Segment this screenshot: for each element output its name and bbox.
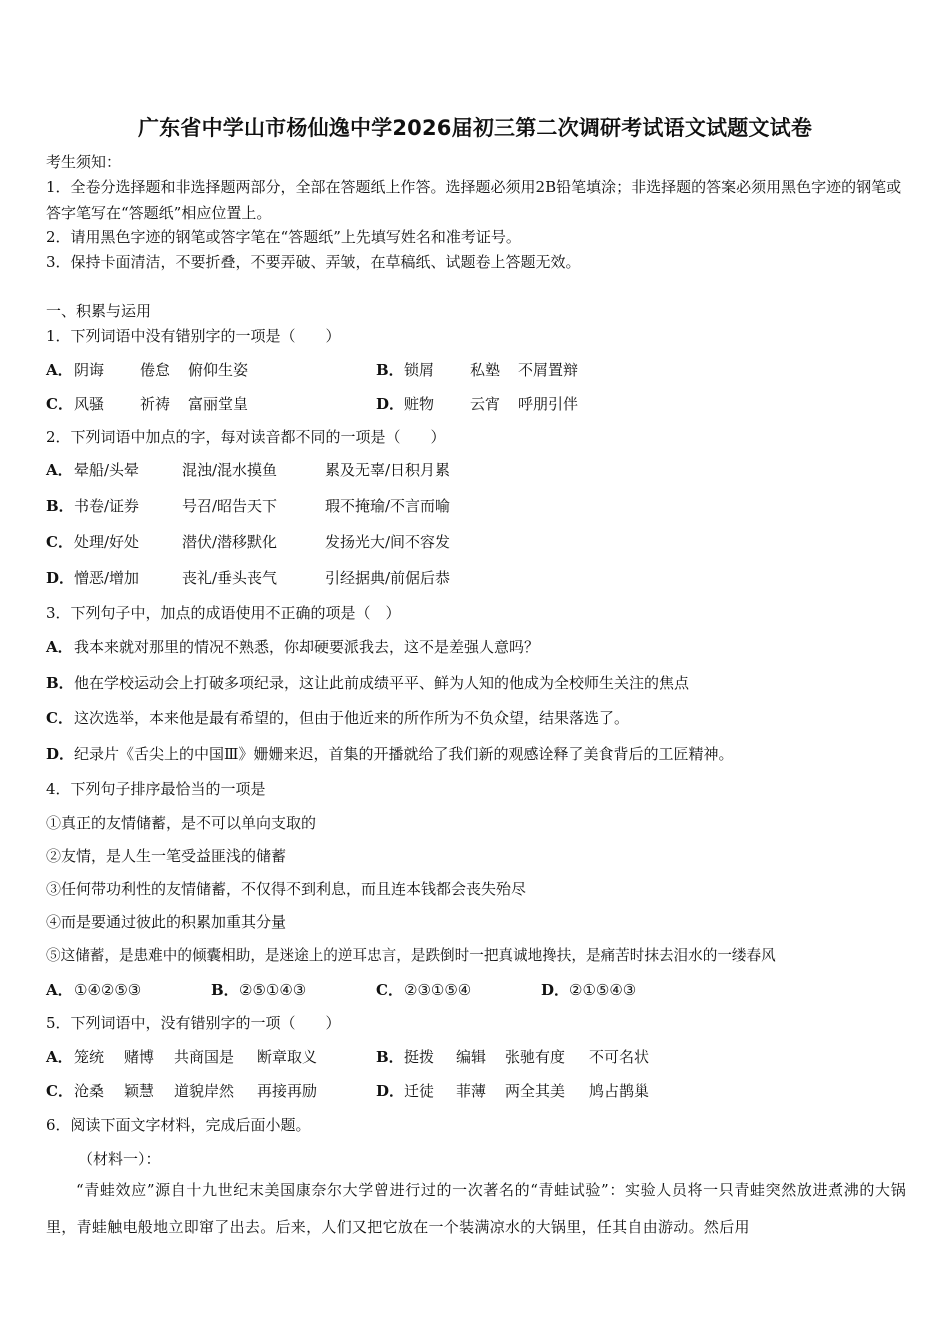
q3-option-b-label: B．	[46, 674, 74, 692]
q5-c-word-2: 颖慧	[124, 1082, 155, 1100]
q1-b-word-1: 锁屑	[404, 361, 435, 379]
q1-option-d[interactable]	[376, 394, 578, 414]
q1-d-word-1: 赃物	[404, 395, 435, 413]
q3-option-a[interactable]	[46, 637, 539, 657]
q3-option-a-text: 我本来就对那里的情况不熟悉，你却硬要派我去，这不是差强人意吗？	[74, 638, 540, 656]
q2-d-word-2: 丧礼/垂头丧气	[182, 569, 278, 587]
q2-b-word-3: 瑕不掩瑜/不言而喻	[325, 497, 451, 515]
q6-material-paragraph: “青蛙效应”源自十九世纪末美国康奈尔大学曾进行过的一次著名的“青蛙试验”：实验人员将一只青蛙突然放进煮沸的大锅里，青蛙触电般地立即窜了出去。后来，人们又把它放在一个装满凉水的大锅里，任其自由游动。然后用	[46, 1181, 906, 1236]
q5-d-word-1: 迁徒	[404, 1082, 435, 1100]
q2-d-word-1: 憎恶/增加	[74, 569, 140, 587]
q2-a-word-3: 累及无辜/日积月累	[325, 461, 451, 479]
q1-b-word-3: 不屑置辩	[518, 361, 579, 379]
q4-sentence-5: ⑤这储蓄，是患难中的倾囊相助，是迷途上的逆耳忠言，是跌倒时一把真诚地搀扶，是痛苦时抹去泪水的一缕春风	[46, 947, 776, 964]
q5-b-word-1: 挺拨	[404, 1048, 435, 1066]
q2-c-word-1: 处理/好处	[74, 533, 140, 551]
q1-option-d-label: D．	[376, 395, 405, 413]
q2-option-a[interactable]	[46, 460, 450, 480]
q3-option-d-text: 纪录片《舌尖上的中国Ⅲ》姗姗来迟，首集的开播就给了我们新的观感诠释了美食背后的工匠精神。	[74, 745, 734, 763]
q2-option-d-label: D．	[46, 569, 75, 587]
q2-b-word-2: 号召/昭告天下	[182, 497, 278, 515]
q2-c-word-3: 发扬光大/间不容发	[325, 533, 451, 551]
q3-option-b-text: 他在学校运动会上打破多项纪录，这让此前成绩平平、鲜为人知的他成为全校师生关注的焦点	[74, 674, 690, 692]
q1-option-c-label: C．	[46, 395, 73, 413]
q5-option-c[interactable]	[46, 1081, 317, 1101]
q5-d-word-3: 两全其美	[505, 1082, 566, 1100]
q5-option-a[interactable]	[46, 1047, 317, 1067]
q1-d-word-3: 呼朋引伴	[518, 395, 579, 413]
q2-b-word-1: 书卷/证券	[74, 497, 140, 515]
q5-a-word-3: 共商国是	[174, 1048, 235, 1066]
q4-option-b[interactable]	[211, 980, 306, 1000]
q1-option-a-label: A．	[46, 361, 73, 379]
q1-option-a[interactable]	[46, 360, 248, 380]
q5-a-word-1: 笼统	[74, 1048, 105, 1066]
q5-a-word-4: 断章取义	[257, 1048, 318, 1066]
q3-option-b[interactable]	[46, 673, 689, 693]
q5-option-d-label: D．	[376, 1082, 405, 1100]
q5-a-word-2: 赌博	[124, 1048, 155, 1066]
q2-option-d[interactable]	[46, 568, 450, 588]
q2-option-b[interactable]	[46, 496, 450, 516]
q4-option-c[interactable]	[376, 980, 471, 1000]
q2-a-word-2: 混浊/混水摸鱼	[182, 461, 278, 479]
q2-a-word-1: 晕船/头晕	[74, 461, 140, 479]
q3-option-a-label: A．	[46, 638, 73, 656]
q5-c-word-4: 再接再励	[257, 1082, 318, 1100]
q1-c-word-1: 风骚	[74, 395, 105, 413]
q4-option-c-text: ②③①⑤④	[404, 981, 472, 999]
q6-stem: 6．阅读下面文字材料，完成后面小题。	[46, 1116, 311, 1134]
q2-option-c-label: C．	[46, 533, 73, 551]
q1-c-word-3: 富丽堂皇	[188, 395, 249, 413]
q5-d-word-2: 菲薄	[456, 1082, 487, 1100]
q6-material-label: （材料一）：	[78, 1150, 161, 1168]
q1-stem: 1．下列词语中没有错别字的一项是（ ）	[46, 327, 341, 345]
q1-a-word-2: 倦怠	[140, 361, 171, 379]
q2-c-word-2: 潜伏/潜移默化	[182, 533, 278, 551]
q3-stem: 3．下列句子中，加点的成语使用不正确的项是（ ）	[46, 604, 401, 622]
q4-sentence-1: ①真正的友情储蓄，是不可以单向支取的	[46, 814, 317, 832]
q4-option-d-text: ②①⑤④③	[569, 981, 637, 999]
q4-sentence-4: ④而是要通过彼此的积累加重其分量	[46, 913, 287, 931]
q5-d-word-4: 鸠占鹊巢	[589, 1082, 650, 1100]
q5-option-b-label: B．	[376, 1048, 404, 1066]
q5-option-b[interactable]	[376, 1047, 649, 1067]
q3-option-d[interactable]	[46, 744, 733, 764]
q4-option-d-label: D．	[541, 981, 570, 999]
section-heading: 一、积累与运用	[46, 302, 152, 320]
q4-option-d[interactable]	[541, 980, 636, 1000]
q3-option-c[interactable]	[46, 708, 629, 728]
notice-heading: 考生须知：	[46, 153, 122, 171]
q5-option-d[interactable]	[376, 1081, 649, 1101]
q1-b-word-2: 私塾	[470, 361, 501, 379]
q4-option-a-label: A．	[46, 981, 73, 999]
q4-option-a[interactable]	[46, 980, 141, 1000]
q4-sentence-2: ②友情，是人生一笔受益匪浅的储蓄	[46, 847, 287, 865]
q5-c-word-3: 道貌岸然	[174, 1082, 235, 1100]
q1-option-b[interactable]	[376, 360, 578, 380]
q4-option-c-label: C．	[376, 981, 403, 999]
q1-option-c[interactable]	[46, 394, 248, 414]
q5-stem: 5．下列词语中，没有错别字的一项（ ）	[46, 1014, 341, 1032]
q4-stem: 4．下列句子排序最恰当的一项是	[46, 780, 266, 798]
q5-option-a-label: A．	[46, 1048, 73, 1066]
q5-b-word-2: 编辑	[456, 1048, 487, 1066]
q4-sentence-3: ③任何带功利性的友情储蓄，不仅得不到利息，而且连本钱都会丧失殆尽	[46, 880, 527, 898]
notice-item-3: 3．保持卡面清洁，不要折叠，不要弄破、弄皱，在草稿纸、试题卷上答题无效。	[46, 253, 581, 271]
q1-a-word-1: 阴诲	[74, 361, 105, 379]
q3-option-c-label: C．	[46, 709, 73, 727]
q3-option-c-text: 这次选举，本来他是最有希望的，但由于他近来的所作所为不负众望，结果落选了。	[74, 709, 630, 727]
page-title: 广东省中学山市杨仙逸中学2026届初三第二次调研考试语文试题文试卷	[137, 116, 813, 140]
q4-option-b-label: B．	[211, 981, 239, 999]
q2-option-b-label: B．	[46, 497, 74, 515]
q1-c-word-2: 祈祷	[140, 395, 171, 413]
q2-option-c[interactable]	[46, 532, 450, 552]
q4-option-b-text: ②⑤①④③	[239, 981, 307, 999]
q5-option-c-label: C．	[46, 1082, 73, 1100]
q5-b-word-3: 张驰有度	[505, 1048, 566, 1066]
q3-option-d-label: D．	[46, 745, 75, 763]
q5-c-word-1: 沧桑	[74, 1082, 105, 1100]
notice-item-1: 1．全卷分选择题和非选择题两部分，全部在答题纸上作答。选择题必须用2B铅笔填涂；非选择题的答案必须用黑色字迹的钢笔或答字笔写在“答题纸”相应位置上。	[46, 178, 902, 222]
q1-d-word-2: 云宵	[470, 395, 501, 413]
q1-option-b-label: B．	[376, 361, 404, 379]
q2-d-word-3: 引经据典/前倨后恭	[325, 569, 451, 587]
q2-stem: 2．下列词语中加点的字，每对读音都不同的一项是（ ）	[46, 428, 446, 446]
q4-option-a-text: ①④②⑤③	[74, 981, 142, 999]
q2-option-a-label: A．	[46, 461, 73, 479]
notice-item-2: 2．请用黑色字迹的钢笔或答字笔在“答题纸”上先填写姓名和准考证号。	[46, 228, 521, 246]
q5-b-word-4: 不可名状	[589, 1048, 650, 1066]
q1-a-word-3: 俯仰生姿	[188, 361, 249, 379]
